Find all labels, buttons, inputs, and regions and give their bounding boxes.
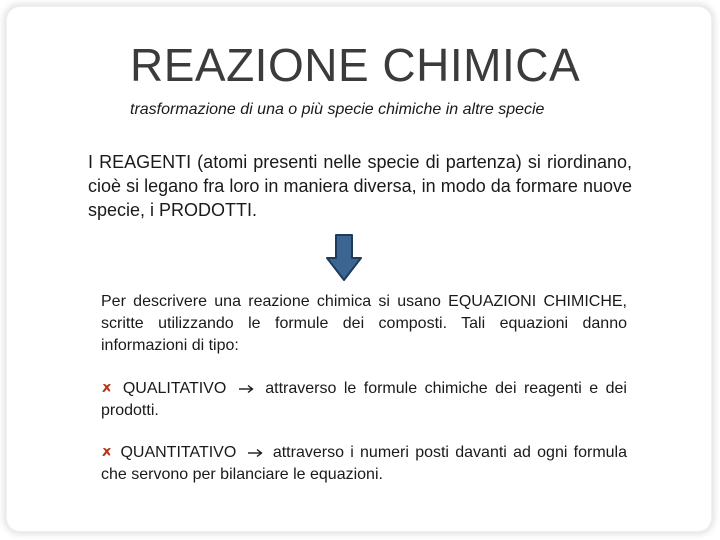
bullet-qualitative [101,378,627,422]
bullet-text: attraverso i numeri posti davanti ad ogni formula che servono per bilanciare le equazioni. [101,444,628,483]
x-mark-icon: 🗶 [101,444,115,461]
equations-paragraph: Per descrivere una reazione chimica si usano EQUAZIONI CHIMICHE, scritte utilizzando le formule dei composti. Tali equazioni danno informazioni di tipo: [101,293,627,354]
reagents-paragraph: I REAGENTI (atomi presenti nelle specie di partenza) si riordinano, cioè si legano fra loro in maniera diversa, in modo da formare nuove specie, i PRODOTTI. [88,152,632,220]
bullet-term: QUANTITATIVO [120,444,237,461]
right-arrow-icon [238,384,254,394]
bullet-term: QUALITATIVO [122,380,227,397]
slide-title: REAZIONE CHIMICA [130,39,581,91]
bullet-quantitative [101,442,627,486]
right-arrow-icon [247,448,263,458]
x-mark-icon: 🗶 [101,380,116,397]
down-arrow-icon [325,234,363,282]
bullet-text: attraverso le formule chimiche dei reagenti e dei prodotti. [101,380,627,419]
slide-subtitle: trasformazione di una o più specie chimiche in altre specie [130,101,545,118]
